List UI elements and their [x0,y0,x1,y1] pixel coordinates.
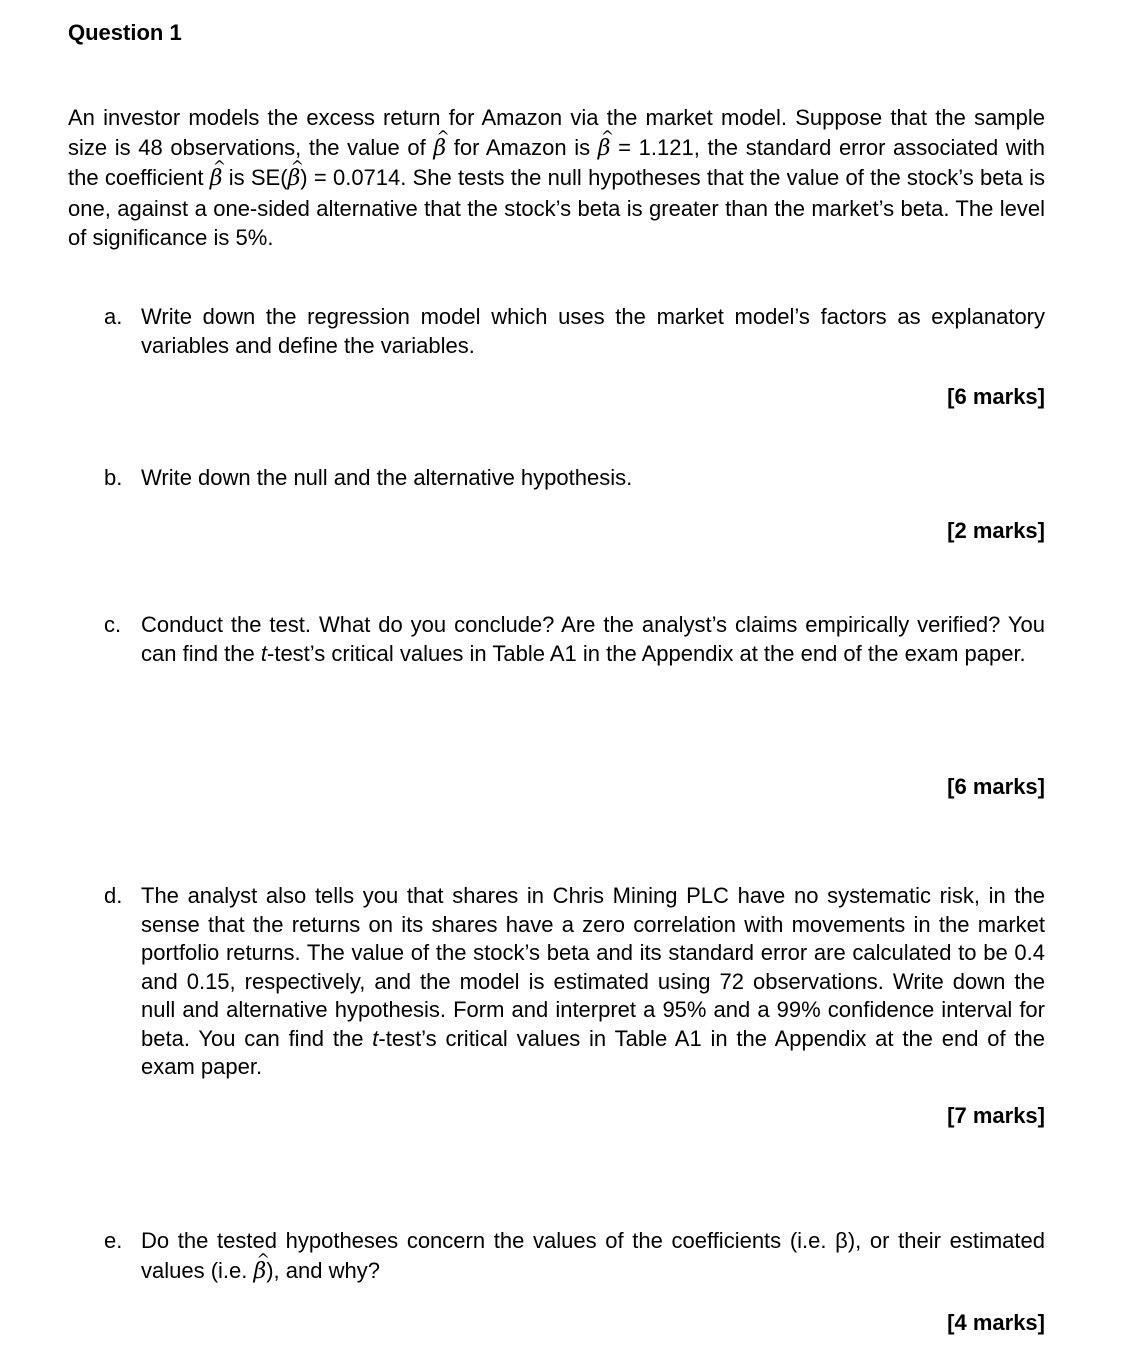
part-d-marks: [7 marks] [947,1103,1045,1128]
part-d-text: The analyst also tells you that shares in Chris Mining PLC have no systematic risk, in the sense that the returns on its shares have a zero correlation with movements in the market portfolio returns. The value of the stock’s beta and its standard error are calculated to be 0.4 and 0.15, respectively, and the model is estimated using 72 observations. Write down the null and alternative hypothesis. Form and interpret a 95% and a 99% confidence interval for beta. You can find the t-test’s critical values in Table A1 in the Appendix at the end of the exam paper. [141,883,1045,1079]
beta-hat-symbol: ^ β [433,134,446,164]
intro-paragraph: An investor models the excess return for Amazon via the market model. Suppose that the sample size is 48 observations, the value of ^ β for Amazon is ^ β = 1.121, the standard error associated with the coefficient ^ β is SE(^ β) = 0.0714. She tests the null hypotheses that the value of the stock’s beta is one, against a one-sided alternative that the stock’s beta is greater than the market’s beta. The level of significance is 5%. [68,103,1045,253]
question-part-d [104,882,1045,1082]
part-a-text: Write down the regression model which uses the market model’s factors as explanatory variables and define the variables. [141,304,1045,358]
question-part-e [104,1226,1045,1287]
part-letter: b. [104,465,123,490]
beta-hat-symbol: ^ β [254,1257,267,1287]
part-c-marks: [6 marks] [947,774,1045,799]
beta-hat-symbol: ^ β [210,164,223,194]
question-part-b [104,464,1045,493]
part-e-text: Do the tested hypotheses concern the values of the coefficients (i.e. β), or their estimated values (i.e. ^ β), and why? [141,1226,1045,1287]
question-part-c [104,611,1045,668]
part-letter: d. [104,883,123,908]
part-letter: a. [104,304,123,329]
beta-hat-symbol: ^ β [288,164,301,194]
part-letter: c. [104,612,122,637]
question-title: Question 1 [68,20,182,45]
part-b-text: Write down the null and the alternative hypothesis. [141,465,633,490]
part-letter: e. [104,1228,123,1253]
part-a-marks: [6 marks] [947,384,1045,409]
question-part-a [104,303,1045,360]
part-b-marks: [2 marks] [947,518,1045,543]
part-c-text: Conduct the test. What do you conclude? Are the analyst’s claims empirically verified? You can find the t-test’s critical values in Table A1 in the Appendix at the end of the exam paper. [141,612,1045,666]
beta-hat-symbol: ^ β [598,134,611,164]
part-e-marks: [4 marks] [947,1310,1045,1335]
